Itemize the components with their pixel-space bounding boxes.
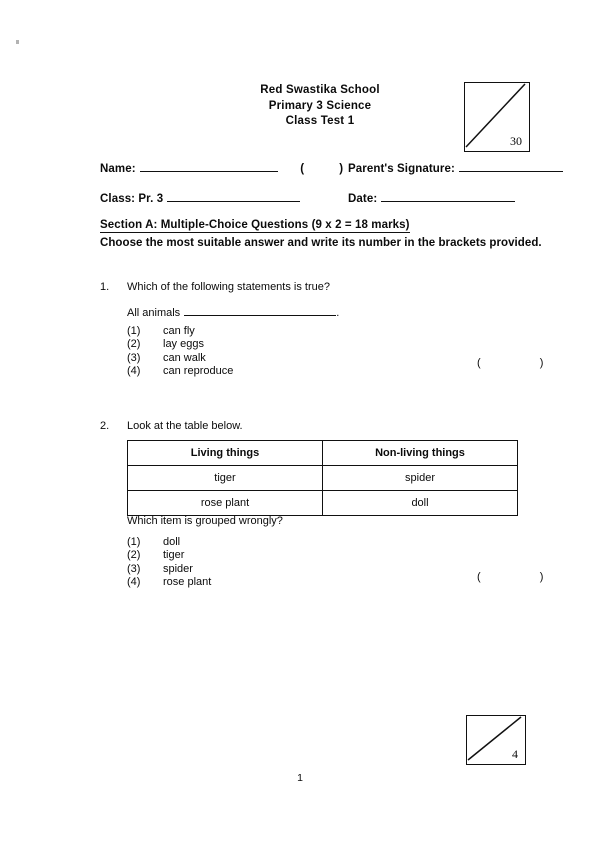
name-field-row [100, 160, 359, 175]
option-label: can walk [163, 351, 206, 364]
option-key: (2) [127, 338, 141, 351]
option-key: (3) [127, 351, 141, 364]
date-label: Date: [348, 193, 378, 205]
living-things-table [127, 440, 518, 516]
scan-artifact-speck [16, 40, 19, 44]
question-1-answer-bracket[interactable]: ( ) [477, 357, 572, 369]
total-marks-box [464, 82, 530, 152]
question-1-subline [127, 304, 339, 319]
option-item[interactable] [127, 338, 233, 351]
table-header-cell: Living things [128, 441, 323, 466]
table-cell: doll [323, 491, 518, 516]
parent-signature-row [348, 160, 563, 175]
question-2-stem: Look at the table below. [127, 420, 243, 432]
table-cell: spider [323, 466, 518, 491]
school-name: Red Swastika School [260, 84, 380, 96]
option-label: lay eggs [163, 338, 204, 351]
parent-signature-label: Parent's Signature: [348, 163, 455, 175]
section-subtotal-value: 4 [512, 747, 518, 761]
option-item[interactable] [127, 563, 211, 576]
option-label: can reproduce [163, 365, 234, 378]
subject-line: Primary 3 Science [268, 99, 372, 112]
class-input-rule[interactable] [167, 190, 300, 202]
question-1-subline-text: All animals [127, 307, 181, 319]
option-label: tiger [163, 549, 185, 562]
option-item[interactable] [127, 549, 211, 562]
option-key: (1) [127, 325, 141, 337]
option-label: can fly [163, 325, 195, 337]
option-item[interactable] [127, 536, 211, 549]
section-subtotal-marks-box [466, 715, 526, 765]
option-item[interactable] [127, 352, 233, 365]
page-title [200, 83, 440, 130]
question-2-options [127, 536, 211, 590]
table-row [128, 491, 518, 516]
option-key: (4) [127, 576, 141, 589]
table-header-cell: Non-living things [323, 441, 518, 466]
question-1-subline-end: . [336, 307, 340, 319]
total-marks-value: 30 [510, 134, 522, 148]
question-1-options [127, 325, 233, 379]
question-2-answer-bracket[interactable]: ( ) [477, 571, 572, 583]
question-1-number: 1. [100, 281, 110, 293]
option-label: spider [163, 562, 193, 575]
option-item[interactable] [127, 325, 233, 338]
option-key: (2) [127, 549, 141, 562]
table-row [128, 466, 518, 491]
question-2-subline: Which item is grouped wrongly? [127, 515, 283, 527]
question-2-number: 2. [100, 420, 110, 432]
parent-signature-rule[interactable] [459, 160, 563, 172]
option-key: (4) [127, 365, 141, 378]
section-a-heading: Section A: Multiple-Choice Questions (9 x 2 = 18 marks) [100, 219, 410, 231]
page-number: 1 [297, 772, 303, 784]
name-label: Name: [100, 163, 136, 175]
option-key: (1) [127, 536, 141, 548]
option-item[interactable] [127, 576, 211, 589]
section-a-instruction: Choose the most suitable answer and write its number in the brackets provided. [100, 237, 542, 249]
table-cell: tiger [128, 466, 323, 491]
index-number-brackets[interactable]: ( ) [300, 163, 360, 175]
option-item[interactable] [127, 365, 233, 378]
assessment-name: Class Test 1 [285, 115, 355, 127]
class-field-row [100, 190, 300, 205]
option-label: doll [163, 536, 181, 548]
table-header-row [128, 441, 518, 466]
question-1-answer-rule[interactable] [184, 304, 336, 316]
option-label: rose plant [163, 576, 212, 589]
question-1-stem: Which of the following statements is true? [127, 281, 330, 293]
option-key: (3) [127, 562, 141, 575]
date-field-row [348, 190, 515, 205]
name-input-rule[interactable] [140, 160, 278, 172]
class-label: Class: Pr. 3 [100, 193, 164, 205]
table-cell: rose plant [128, 491, 323, 516]
date-input-rule[interactable] [381, 190, 515, 202]
